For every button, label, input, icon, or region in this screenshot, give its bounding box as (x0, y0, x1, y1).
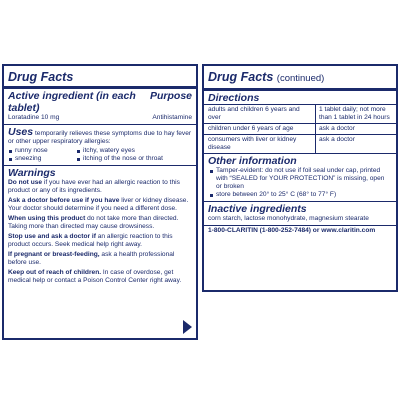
panel-title-continued: (continued) (276, 73, 325, 84)
other-info-bullet: store between 20° to 25° C (68° to 77° F) (208, 191, 392, 199)
directions-who: consumers with liver or kidney disease (204, 135, 316, 153)
panel-title-text: Drug Facts (8, 70, 74, 84)
do-not-use-label: Do not use (8, 179, 43, 186)
drug-facts-panel-left (2, 64, 198, 340)
other-information-heading: Other information (208, 155, 297, 167)
uses-bullet: sneezing (8, 155, 74, 163)
warnings-section (4, 166, 196, 289)
directions-dose: 1 tablet daily; not more than 1 tablet in 24 hours (319, 106, 390, 121)
active-ingredient-item: Loratadine 10 mg (8, 114, 60, 121)
inactive-ingredients-heading: Inactive ingredients (208, 203, 307, 215)
directions-row (204, 124, 396, 135)
directions-dose: ask a doctor (319, 125, 355, 132)
uses-bullet: itching of the nose or throat (76, 155, 192, 163)
when-using-label: When using this product (8, 215, 86, 222)
inactive-ingredients-text: corn starch, lactose monohydrate, magnesium stearate (208, 215, 369, 222)
when-using-warning (8, 215, 192, 231)
directions-heading: Directions (208, 92, 260, 104)
ask-doctor-warning (8, 197, 192, 213)
drug-facts-panel-right (202, 64, 398, 292)
directions-row (204, 135, 396, 153)
questions-contact: 1-800-CLARITIN (1-800-252-7484) or www.claritin.com (208, 227, 376, 234)
panel-title (4, 66, 196, 89)
pregnant-warning (8, 251, 192, 267)
inactive-ingredients-section (204, 202, 396, 226)
uses-section (4, 125, 196, 166)
uses-intro: temporarily relieves these symptoms due to hay fever or other upper respiratory allergies: (8, 130, 192, 145)
stop-use-text: an allergic reaction to this product occurs. Seek medical help right away. (8, 233, 173, 248)
warnings-heading: Warnings (8, 167, 56, 179)
uses-bullet: runny nose (8, 147, 74, 155)
uses-heading: Uses (8, 126, 34, 138)
do-not-use-text: if you have ever had an allergic reaction to this product or any of its ingredients. (8, 179, 180, 194)
directions-table (204, 105, 396, 154)
directions-dose: ask a doctor (319, 136, 355, 143)
active-ingredient-heading: Active ingredient (in each tablet) (8, 90, 136, 114)
uses-bullet-list (8, 147, 192, 163)
do-not-use-warning (8, 179, 192, 195)
pregnant-text: ask a health professional before use. (8, 251, 175, 266)
when-using-text: do not take more than directed. Taking more than directed may cause drowsiness. (8, 215, 179, 230)
uses-bullet: itchy, watery eyes (76, 147, 192, 155)
ask-doctor-label: Ask a doctor before use if you have (8, 197, 120, 204)
keep-out-text: In case of overdose, get medical help or contact a Poison Control Center right away. (8, 269, 182, 284)
continue-arrow-icon (183, 320, 192, 334)
other-info-bullet: Tamper-evident: do not use if foil seal under cap, printed with “SEALED for YOUR PROTECTION” is missing, open or broken (208, 167, 392, 191)
pregnant-label: If pregnant or breast-feeding, (8, 251, 100, 258)
ask-doctor-text: liver or kidney disease. Your doctor should determine if you need a different dose. (8, 197, 189, 212)
purpose-heading: Purpose (149, 90, 192, 102)
other-information-section (204, 154, 396, 202)
keep-out-warning (8, 269, 192, 285)
stop-use-label: Stop use and ask a doctor if (8, 233, 96, 240)
directions-section (204, 91, 396, 105)
questions-section (204, 226, 396, 237)
directions-row (204, 105, 396, 124)
keep-out-label: Keep out of reach of children. (8, 269, 102, 276)
directions-who: children under 6 years of age (204, 124, 316, 134)
panel-title (204, 66, 396, 91)
stop-use-warning (8, 233, 192, 249)
purpose-item: Antihistamine (152, 114, 192, 121)
active-ingredient-section (4, 89, 196, 125)
directions-who: adults and children 6 years and over (204, 105, 316, 123)
panel-title-text: Drug Facts (208, 70, 274, 84)
